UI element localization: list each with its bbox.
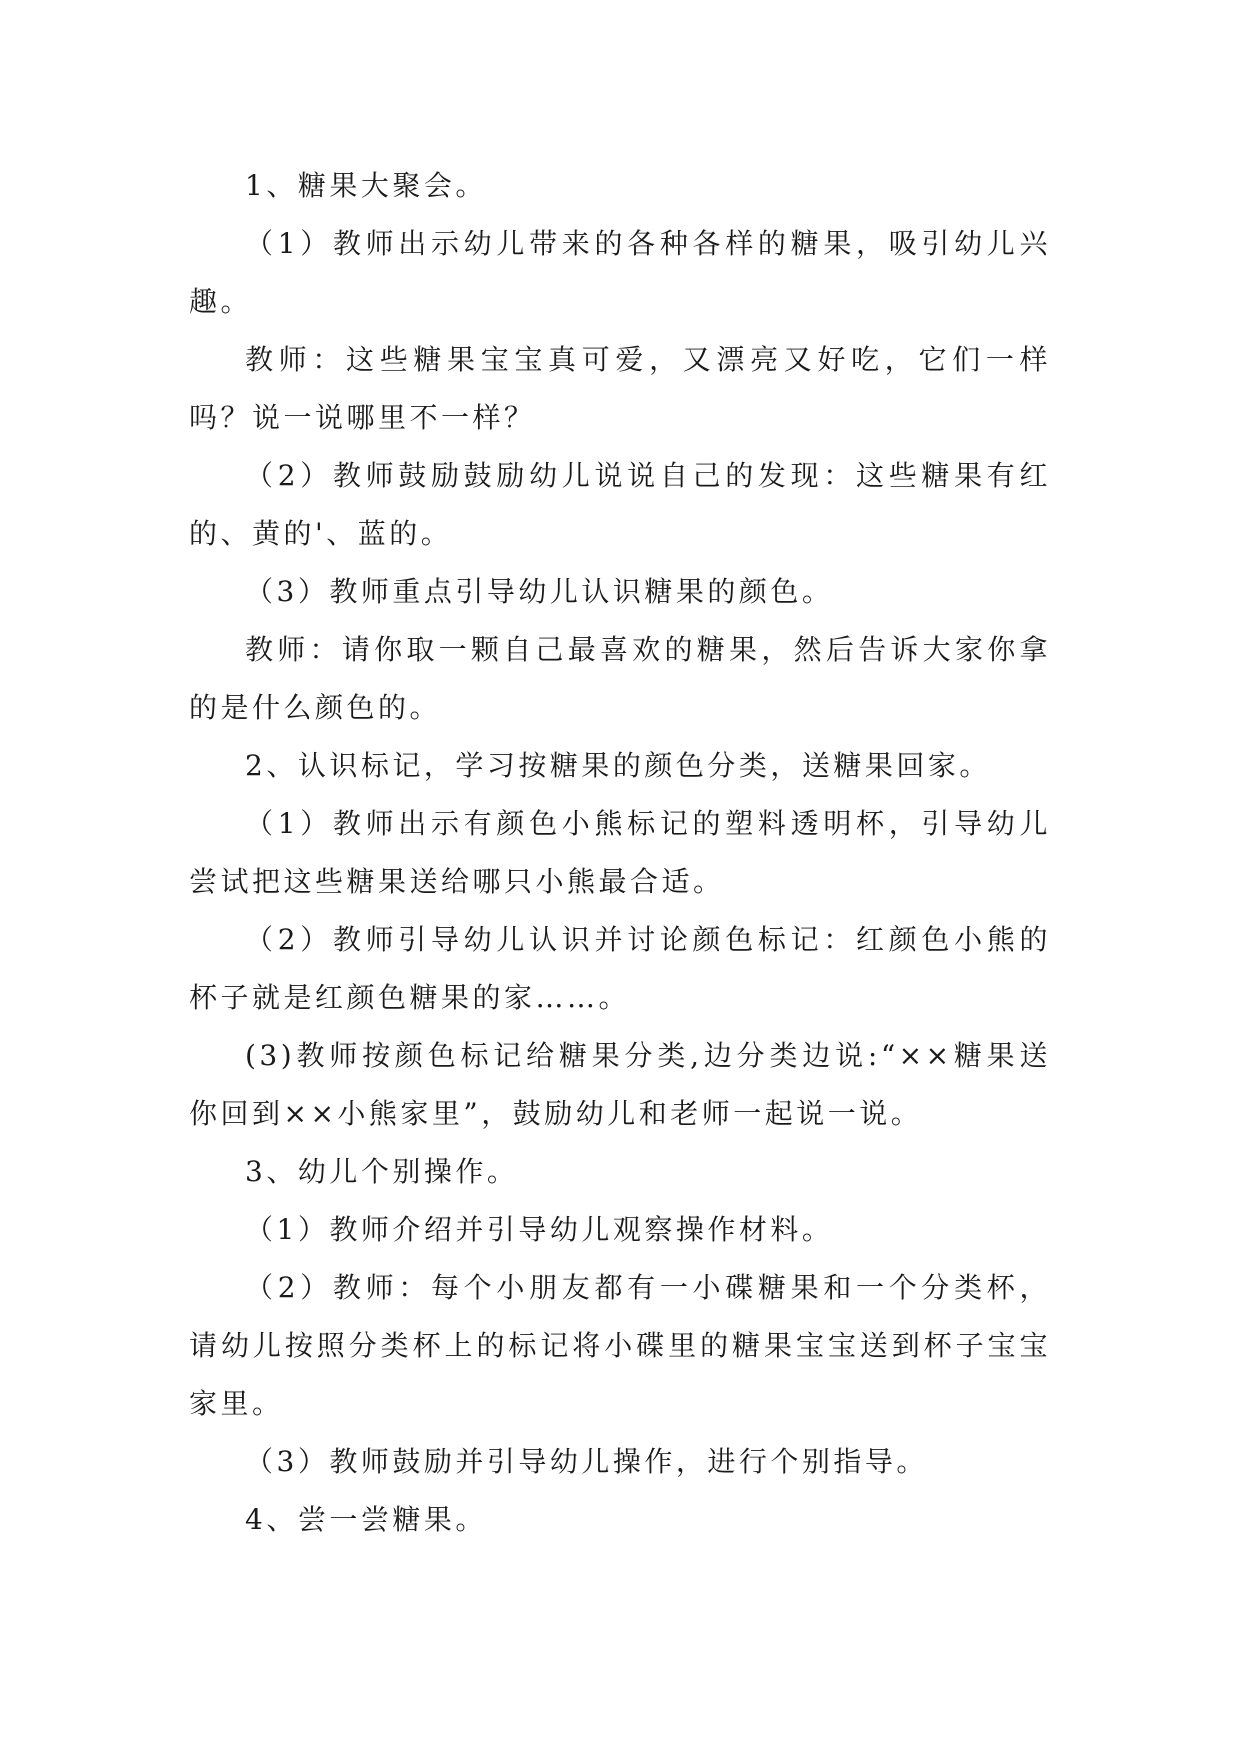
paragraph: （3）教师重点引导幼儿认识糖果的颜色。: [245, 575, 834, 608]
paragraph: 教师：请你取一颗自己最喜欢的糖果，然后告诉大家你拿的是什么颜色的。: [189, 633, 1051, 724]
paragraph: （2）教师：每个小朋友都有一小碟糖果和一个分类杯，请幼儿按照分类杯上的标记将小碟里的糖果宝宝送到杯子宝宝家里。: [189, 1271, 1051, 1420]
section-heading-3: 3、幼儿个别操作。: [245, 1155, 519, 1188]
paragraph: 教师：这些糖果宝宝真可爱，又漂亮又好吃，它们一样吗？说一说哪里不一样？: [189, 343, 1051, 434]
paragraph: （1）教师出示有颜色小熊标记的塑料透明杯，引导幼儿尝试把这些糖果送给哪只小熊最合适。: [189, 807, 1051, 898]
section-heading-2: 2、认识标记，学习按糖果的颜色分类，送糖果回家。: [245, 749, 991, 782]
document-body: [189, 157, 1051, 1549]
paragraph: （1）教师介绍并引导幼儿观察操作材料。: [245, 1213, 834, 1246]
paragraph: (3)教师按颜色标记给糖果分类,边分类边说:“××糖果送你回到××小熊家里”，鼓励幼儿和老师一起说一说。: [189, 1039, 1051, 1130]
paragraph: （1）教师出示幼儿带来的各种各样的糖果，吸引幼儿兴趣。: [189, 227, 1051, 318]
paragraph: （3）教师鼓励并引导幼儿操作，进行个别指导。: [245, 1445, 928, 1478]
section-heading-1: 1、糖果大聚会。: [245, 169, 487, 202]
paragraph: （2）教师鼓励鼓励幼儿说说自己的发现：这些糖果有红的、黄的'、蓝的。: [189, 459, 1051, 550]
section-heading-4: 4、尝一尝糖果。: [245, 1503, 487, 1536]
paragraph: （2）教师引导幼儿认识并讨论颜色标记：红颜色小熊的杯子就是红颜色糖果的家……。: [189, 923, 1051, 1014]
